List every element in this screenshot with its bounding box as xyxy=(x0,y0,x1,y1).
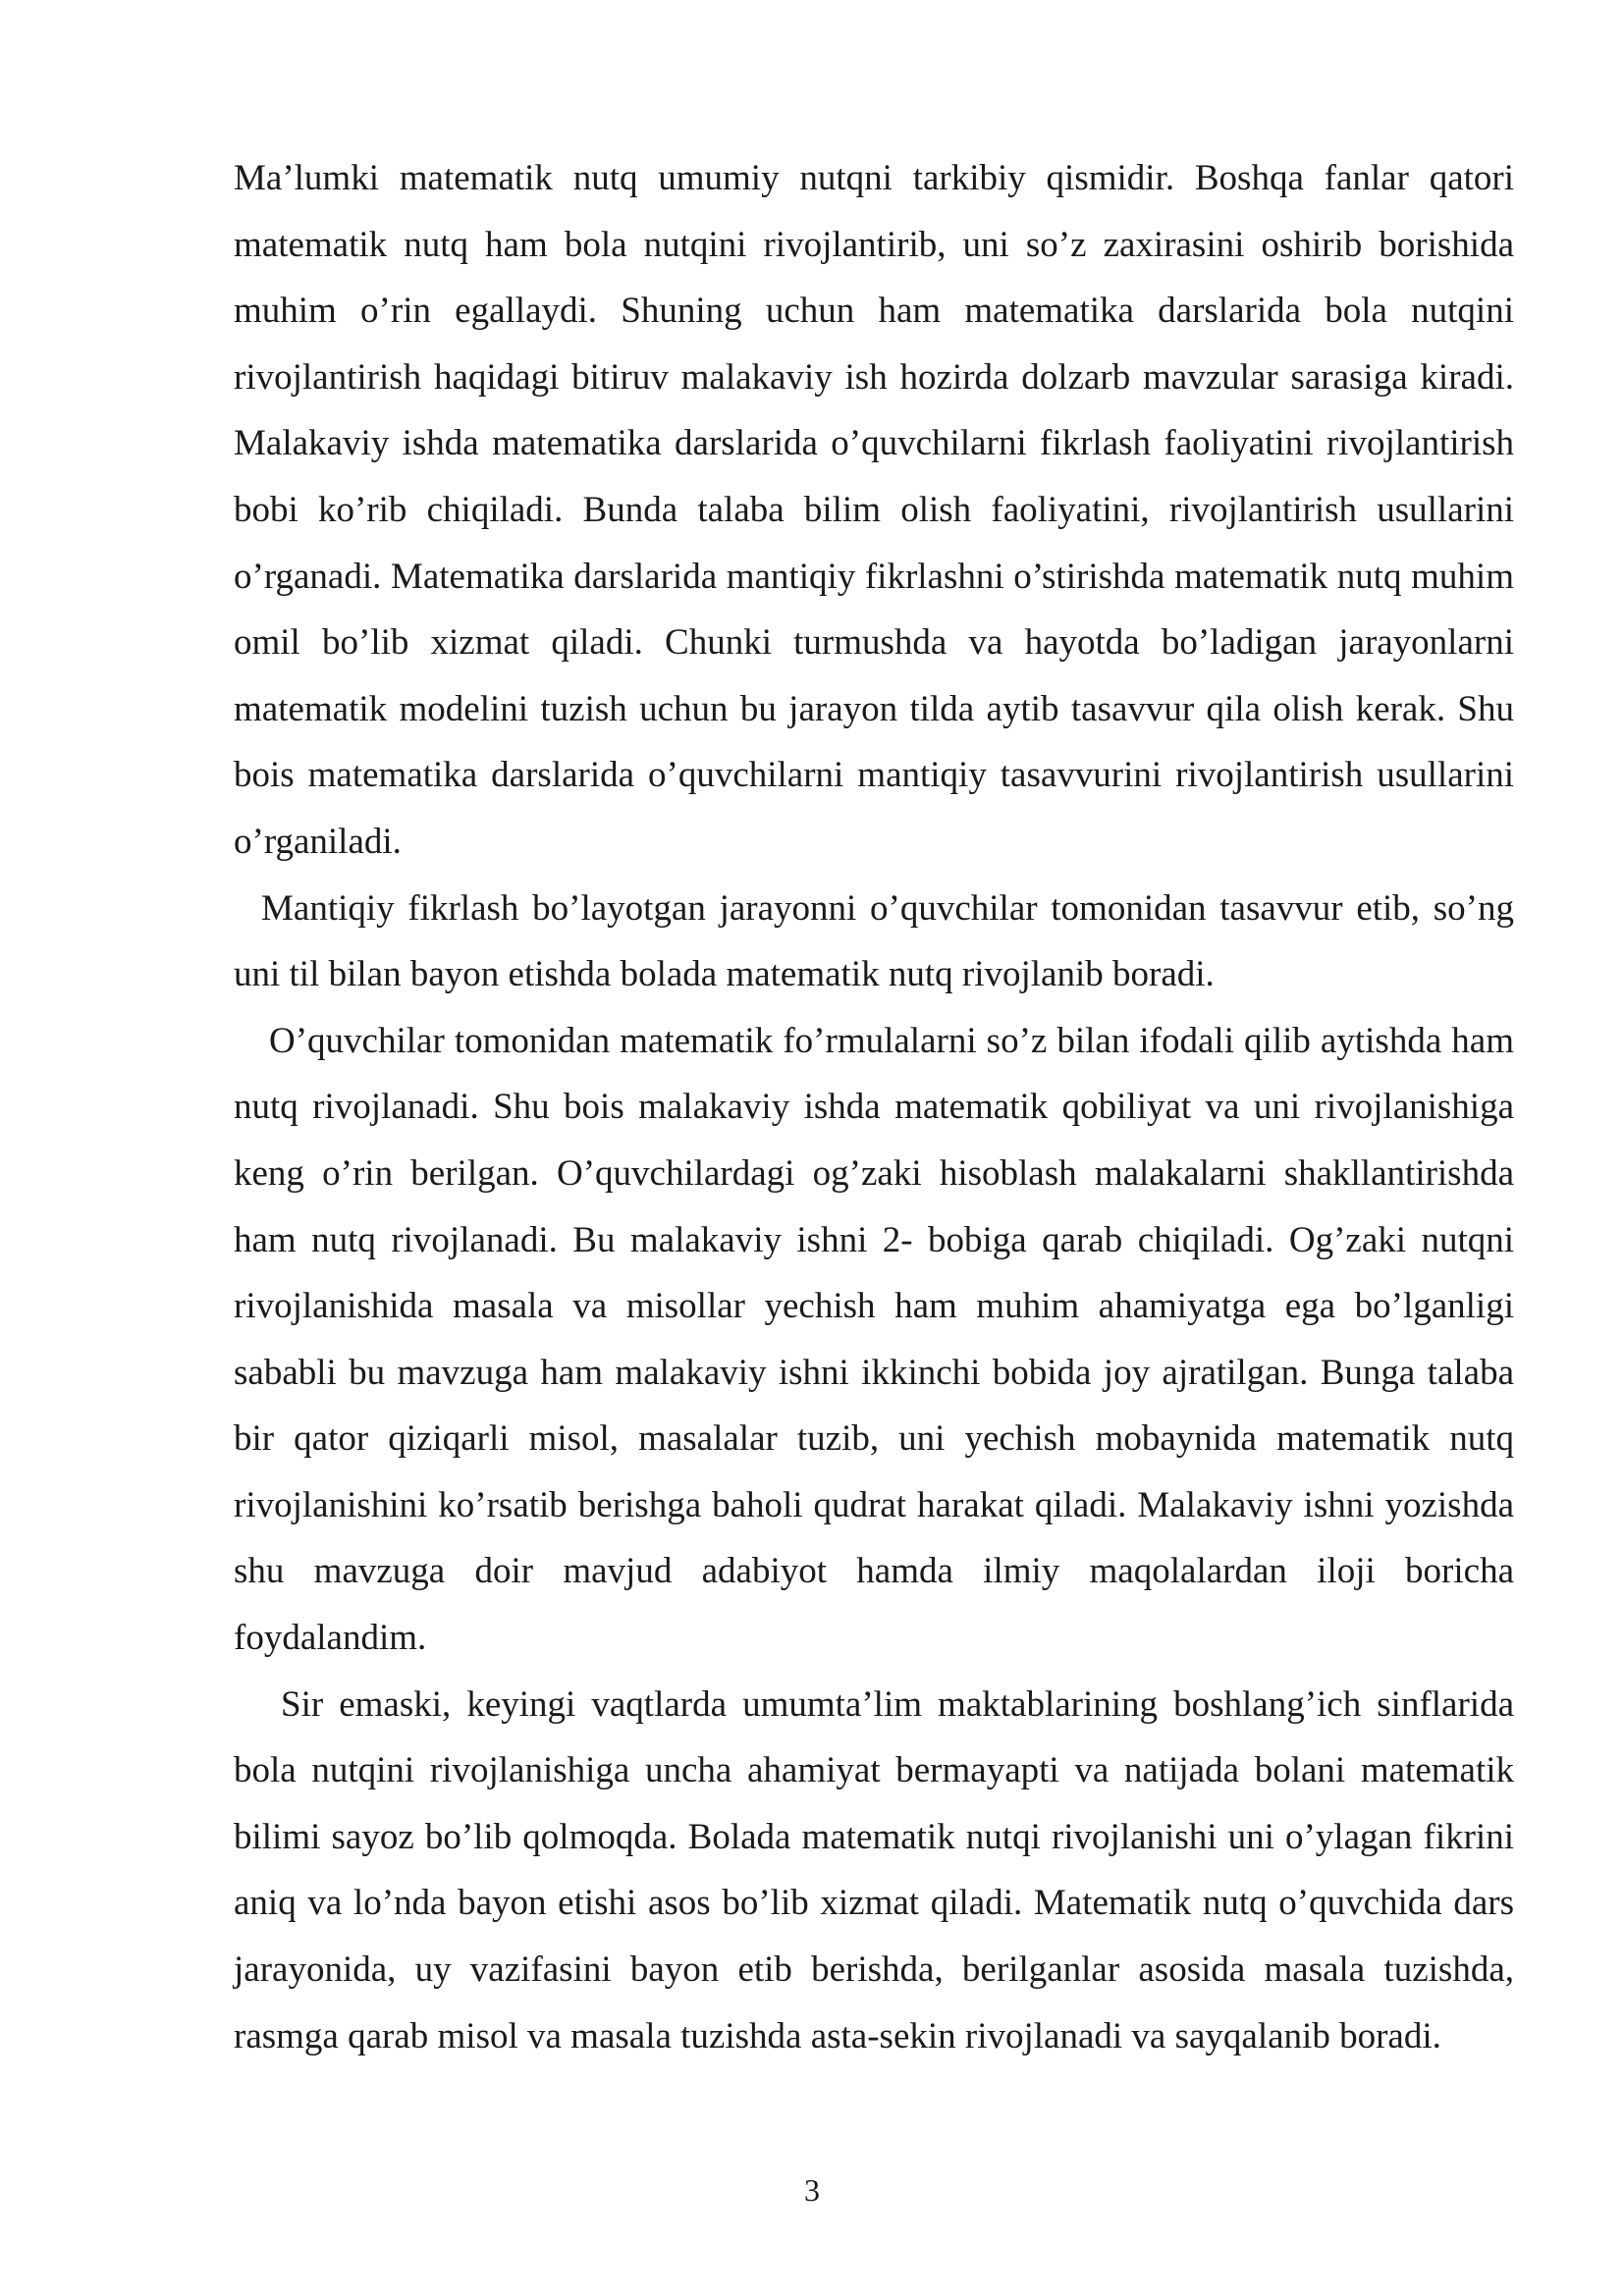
page-number: 3 xyxy=(804,2172,820,2208)
body-text xyxy=(234,145,1514,2069)
paragraph-3: O’quvchilar tomonidan matematik fo’rmulalarni so’z bilan ifodali qilib aytishda ham nutq rivojlanadi. Shu bois malakaviy ishda matematik qobiliyat va uni rivojlanishiga keng o’rin berilgan. O’quvchilardagi og’zaki hisoblash malakalarni shakllantirishda ham nutq rivojlanadi. Bu malakaviy ishni 2- bobiga qarab chiqiladi. Og’zaki nutqni rivojlanishida masala va misollar yechish ham muhim ahamiyatga ega bo’lganligi sababli bu mavzuga ham malakaviy ishni ikkinchi bobida joy ajratilgan. Bunga talaba bir qator qiziqarli misol, masalalar tuzib, uni yechish mobaynida matematik nutq rivojlanishini ko’rsatib berishga baholi qudrat harakat qiladi. Malakaviy ishni yozishda shu mavzuga doir mavjud adabiyot hamda ilmiy maqolalardan iloji boricha foydalandim. xyxy=(234,1020,1514,1659)
paragraph-1: Ma’lumki matematik nutq umumiy nutqni tarkibiy qismidir. Boshqa fanlar qatori matematik nutq ham bola nutqini rivojlantirib, uni so’z zaxirasini oshirib borishida muhim o’rin egallaydi. Shuning uchun ham matematika darslarida bola nutqini rivojlantirish haqidagi bitiruv malakaviy ish hozirda dolzarb mavzular sarasiga kiradi. Malakaviy ishda matematika darslarida o’quvchilarni fikrlash faoliyatini rivojlantirish bobi ko’rib chiqiladi. Bunda talaba bilim olish faoliyatini, rivojlantirish usullarini o’rganadi. Matematika darslarida mantiqiy fikrlashni o’stirishda matematik nutq muhim omil bo’lib xizmat qiladi. Chunki turmushda va hayotda bo’ladigan jarayonlarni matematik modelini tuzish uchun bu jarayon tilda aytib tasavvur qila olish kerak. Shu bois matematika darslarida o’quvchilarni mantiqiy tasavvurini rivojlantirish usullarini o’rganiladi. xyxy=(234,158,1514,862)
paragraph-2: Mantiqiy fikrlash bo’layotgan jarayonni o’quvchilar tomonidan tasavvur etib, so’ng uni til bilan bayon etishda bolada matematik nutq rivojlanib boradi. xyxy=(234,887,1514,995)
paragraph-4: Sir emaski, keyingi vaqtlarda umumta’lim maktablarining boshlang’ich sinflarida bola nutqini rivojlanishiga uncha ahamiyat bermayapti va natijada bolani matematik bilimi sayoz bo’lib qolmoqda. Bolada matematik nutqi rivojlanishi uni o’ylagan fikrini aniq va lo’nda bayon etishi asos bo’lib xizmat qiladi. Matematik nutq o’quvchida dars jarayonida, uy vazifasini bayon etib berishda, berilganlar asosida masala tuzishda, rasmga qarab misol va masala tuzishda asta-sekin rivojlanadi va sayqalanib boradi. xyxy=(234,1683,1514,2056)
